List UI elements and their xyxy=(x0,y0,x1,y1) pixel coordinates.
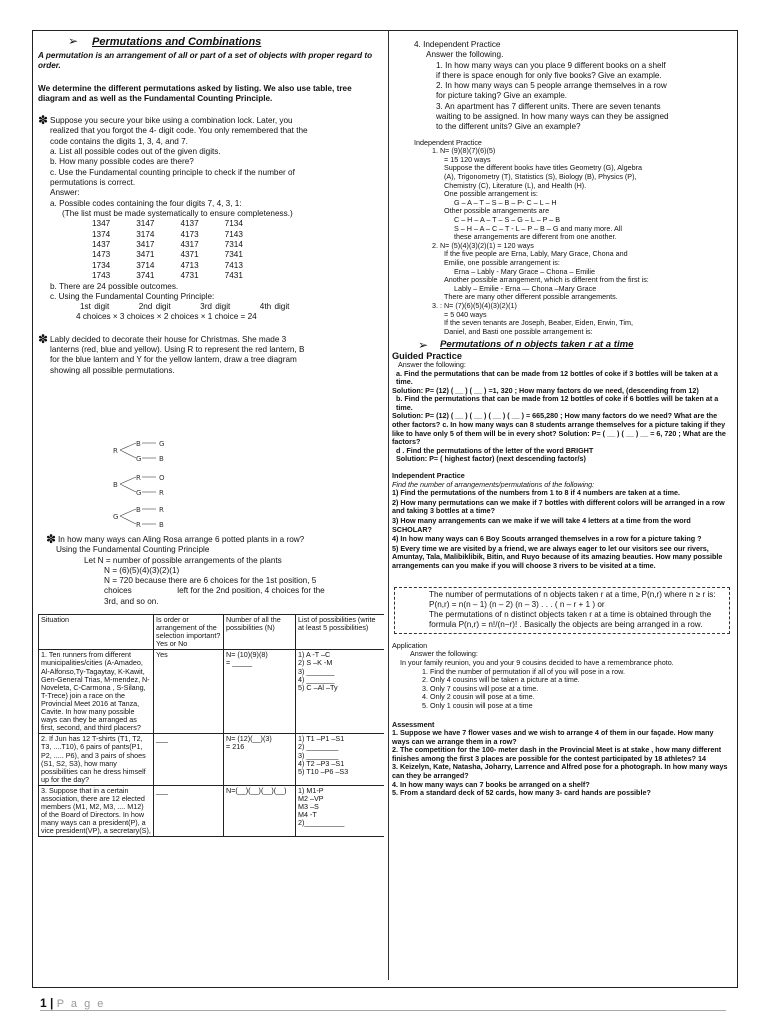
page-number: 1 xyxy=(40,996,47,1010)
digit-label: 4th digit xyxy=(259,302,290,312)
code-cell: 1437 xyxy=(92,239,111,249)
app-line: 4. Only 2 cousin will pose at a time. xyxy=(422,692,535,702)
ip-line: 2. In how many ways can 5 people arrange themselves in a row xyxy=(436,81,667,91)
ip-line: to the different units? Give an example? xyxy=(436,122,581,132)
tree-node: B xyxy=(159,521,164,529)
table-row xyxy=(39,650,385,734)
bike-line: realized that you forgot the 4- digit code. You only remembered that the xyxy=(50,126,308,136)
code-cell: 3714 xyxy=(136,260,155,270)
bike-line: (The list must be made systematically to ensure completeness.) xyxy=(62,208,293,218)
ip-answer-line: G – A – T – S – B – P- C – L – H xyxy=(454,197,557,207)
tree-node: G xyxy=(136,455,142,463)
ip-answer-line: If the five people are Erna, Lably, Mary Grace, Chona and xyxy=(444,249,628,259)
ip-answer-line: C – H – A – T – S – G – L – P – B xyxy=(454,215,561,225)
assess-item: 1. Suppose we have 7 flower vases and we wish to arrange 4 of them in our façade. How many ways can we arrange them in a row? xyxy=(392,728,714,746)
indep-sub: Find the number of arrangements/permutations of the following: xyxy=(392,479,595,489)
codes-table xyxy=(92,219,269,281)
ip-answer-line: Other possible arrangements are xyxy=(444,206,550,216)
app-line: In your family reunion, you and your 9 cousins decided to have a remembrance photo. xyxy=(400,657,674,667)
code-cell: 7341 xyxy=(224,250,243,260)
guided-title: Guided Practice xyxy=(392,350,462,361)
formula-box xyxy=(394,587,730,634)
guided-line: Solution: P= (12) ( __ ) ( __ ) ( __ ) ( __ ) = 665,280 ; How many factors do we need? What are the other factors? c. In how many ways can 8 students arrange themselves for a picture taking if they like to have only 5 of them will be in every shot? Solution: P= ( __ ) ( __ ) __ = 6, 720 ; What are the factors? xyxy=(392,411,726,447)
table-cell: 1. Ten runners from different municipalities/cities (A-Amadeo, Al-Alfonso,Ty-Tagaytay, K-Kawit, Gen-General Trias, M-mendez, N-Noveleta, C-Carmona , S-Silang, T-Trece) join a race on the Provincial Meet 2016 at Tanza, Cavite. In how many possible ways can they be arranged as first, second, and third placers? xyxy=(39,650,154,734)
table-cell: Yes xyxy=(154,650,224,734)
indep-item: 2) How many permutations can we make if 7 bottles with different colors will be arranged in a row and taking 3 bottles at a time? xyxy=(392,497,725,516)
ip-answer-line: Lably – Emilie - Erna — Chona –Mary Grace xyxy=(454,283,597,293)
code-cell: 1734 xyxy=(92,260,111,270)
assessment xyxy=(392,729,730,798)
ip-answer-line: these arrangements are different from one another. xyxy=(454,232,617,242)
code-cell: 4371 xyxy=(180,250,199,260)
guided-line: b. Find the permutations that can be made from 12 bottles of coke if 6 bottles will be taken at a time. xyxy=(396,394,719,412)
code-row xyxy=(92,219,269,229)
intro: We determine the different permutations asked by listing. We also use table, tree diagram and as well as the Fundamental Counting Principle. xyxy=(38,83,352,103)
code-cell: 4317 xyxy=(180,239,199,249)
plants-line: N = (6)(5)(4)(3)(2)(1) xyxy=(104,565,180,575)
ip-line: 3. An apartment has 7 different units. There are seven tenants xyxy=(436,101,661,111)
table-cell: ___ xyxy=(154,785,224,837)
bike-line: permutations is correct. xyxy=(50,177,136,187)
tree-node: B xyxy=(113,481,118,489)
ip-answer-title: Independent Practice xyxy=(414,137,482,147)
star-bullet-icon: ✽ xyxy=(38,113,49,128)
situation-table xyxy=(38,614,384,837)
situation-table-wrap xyxy=(38,614,384,980)
tree-node: B xyxy=(159,455,164,463)
digit-label: 1st digit xyxy=(80,302,110,312)
code-row xyxy=(92,230,269,240)
column-divider xyxy=(388,30,389,980)
page-label: P a g e xyxy=(56,998,106,1010)
app-line: 3. Only 7 cousins will pose at a time. xyxy=(422,683,539,693)
tree-node: R xyxy=(159,489,164,497)
title-row xyxy=(38,36,380,48)
digit-label: 3rd digit xyxy=(200,302,231,312)
table-row xyxy=(39,734,385,786)
choices-line: 4 choices × 3 choices × 2 choices × 1 choice = 24 xyxy=(76,312,257,322)
plants-line: Let N = number of possible arrangements of the plants xyxy=(84,555,282,565)
ip-answer-line: Daniel, and Basti one possible arrangement is: xyxy=(444,326,593,336)
sub-title: Permutations of n objects taken r at a time xyxy=(440,339,634,351)
ip-title: 4. Independent Practice xyxy=(414,40,501,49)
code-cell: 7143 xyxy=(224,229,243,239)
ip-answer-line: One possible arrangement is: xyxy=(444,189,538,199)
code-cell: 7413 xyxy=(224,260,243,270)
star-bullet-icon: ✽ xyxy=(46,532,57,546)
tree-node: O xyxy=(159,474,165,482)
code-cell: 4713 xyxy=(180,260,199,270)
ip-answer-line: Chemistry (C), Literature (L), and Health (H). xyxy=(444,180,587,190)
page-footer: 1 | P a g e xyxy=(40,996,106,1010)
assess-item: 4. In how many ways can 7 books be arranged on a shelf? xyxy=(392,779,590,789)
table-cell: ___ xyxy=(154,734,224,786)
plants-line: N = 720 because there are 6 choices for the 1st position, 5 xyxy=(104,576,317,586)
right-column xyxy=(392,40,730,798)
indep-item: 1) Find the permutations of the numbers from 1 to 8 if 4 numbers are taken at a time. xyxy=(392,488,680,498)
tree-diagram xyxy=(112,436,174,530)
bike-line: Answer: xyxy=(50,188,80,198)
table-cell: 1) A -T –C 2) S –K -M 3) _______ 4) _______ 5) C –Al –Ty xyxy=(296,650,385,734)
ip-answer-line: = 15 120 ways xyxy=(444,154,491,164)
ip-line: 1. In how many ways can you place 9 different books on a shelf xyxy=(436,60,666,70)
ip-answer-line: If the seven tenants are Joseph, Beaber, Eiden, Erwin, Tim, xyxy=(444,318,633,328)
assess-title: Assessment xyxy=(392,719,435,729)
guided-practice xyxy=(392,361,730,464)
ip-line: waiting to be assigned. In how many ways can they be assigned xyxy=(436,112,669,122)
table-cell: 1) M1-P M2 –VP M3 –S M4 -T 2)__________ xyxy=(296,785,385,837)
table-header: Situation xyxy=(39,615,154,650)
formula-line: The number of permutations of n objects taken r at a time, P(n,r) where n ≥ r is: P(n,r) = n(n – 1) (n – 2) (n – 3) . . . ( n – r + 1 ) or xyxy=(429,589,716,609)
table-header: Number of all the possibilities (N) xyxy=(224,615,296,650)
ip-line: Answer the following. xyxy=(426,50,504,60)
footer-line xyxy=(40,1010,726,1011)
application xyxy=(392,650,730,710)
lantern-line: showing all possible permutations. xyxy=(50,365,175,375)
code-cell: 1347 xyxy=(92,219,111,229)
code-cell: 1743 xyxy=(92,271,111,281)
plants-line: In how many ways can Aling Rosa arrange 6 potted plants in a row? xyxy=(58,535,305,544)
assess-item: 3. Keizelyn, Kate, Natasha, Joharry, Larrence and Alfred pose for a photograph. In how many ways can they be arranged? xyxy=(392,762,728,781)
code-cell: 7431 xyxy=(224,271,243,281)
code-cell: 3174 xyxy=(136,229,155,239)
plants-line: choices left for the 2nd position, 4 choices for the xyxy=(104,586,325,596)
plants-line: 3rd, and so on. xyxy=(104,596,159,606)
b-answer: b. There are 24 possible outcomes. xyxy=(50,281,179,291)
app-line: Answer the following: xyxy=(410,649,478,659)
ip-answer-line: There are many other different possible arrangements. xyxy=(444,292,618,302)
code-cell: 4137 xyxy=(180,219,199,229)
tree-node: G xyxy=(113,513,119,521)
code-row xyxy=(92,250,269,260)
ip-answer-line: (A), Trigonometry (T), Statistics (S), Biology (B), Physics (P), xyxy=(444,172,637,182)
app-line: 1. Find the number of permutation if all of you will pose in a row. xyxy=(422,666,625,676)
ip-answers xyxy=(392,147,730,336)
left-column xyxy=(38,36,380,376)
tree-node: R xyxy=(159,506,164,514)
ip-answer-line: Erna – Lably - Mary Grace – Chona – Emilie xyxy=(454,266,596,276)
ip-answer-line: Emilie, one possible arrangement is: xyxy=(444,257,560,267)
digit-labels xyxy=(50,302,380,312)
code-cell: 1473 xyxy=(92,250,111,260)
app-line: 5. Only 1 cousin will pose at a time xyxy=(422,700,533,710)
bike-problem xyxy=(38,113,380,323)
tree-node: B xyxy=(136,440,141,448)
ip-answer-line: Another possible arrangement, which is different from the first is: xyxy=(444,275,649,285)
guided-line: a. Find the permutations that can be made from 12 bottles of coke if 3 bottles will be taken at a time. xyxy=(396,368,718,387)
code-cell: 4731 xyxy=(180,271,199,281)
sub-title-row xyxy=(392,338,730,353)
code-cell: 4173 xyxy=(180,229,199,239)
arrow-bullet-icon: ➢ xyxy=(418,338,429,353)
digit-label: 2nd digit xyxy=(138,302,171,312)
assess-item: 2. The competition for the 100- meter dash in the Provincial Meet is at stake , how many different finishes among the first 3 places are possible for the contest participated by 18 athletes? 14 xyxy=(392,745,722,763)
app-line: 2. Only 4 cousins will be taken a picture at a time. xyxy=(422,675,580,685)
code-cell: 3417 xyxy=(136,239,155,249)
ip-answer-line: = 5 040 ways xyxy=(444,309,487,319)
guided-line: Solution: P= (12) ( __ ) ( __ ) =1, 320 ; How many factors do we need, (descending from 12) xyxy=(392,385,699,395)
ip-line: for picture taking? Give an example. xyxy=(436,91,568,101)
star-bullet-icon: ✽ xyxy=(38,331,49,346)
table-cell: N=(__)(__)(__)(__) xyxy=(224,785,296,837)
indep-item: 4) In how many ways can 6 Boy Scouts arranged themselves in a row for a picture taking ? xyxy=(392,534,702,544)
code-cell: 7134 xyxy=(224,219,243,229)
code-cell: 3471 xyxy=(136,250,155,260)
formula-line: The permutations of n distinct objects taken r at a time is obtained through the formula P(n,r) = n!/(n−r)! . Basically the objects are being arranged in a row. xyxy=(429,610,712,630)
assess-item: 5. From a standard deck of 52 cards, how many 3- card hands are possible? xyxy=(392,788,651,798)
indep-item: 5) Every time we are visited by a friend, we are always eager to let our visitors see our rivers, Amuntay, Tala, Malibiklibik, Bitin, and Ruyo because of its amazing beauties. How many possible arrangements can you make if you will choose 3 rivers to be visited at a time. xyxy=(392,543,723,570)
table-cell: 1) T1 –P1 –S1 2) ________ 3) ________ 4) T2 –P3 –S1 5) T10 –P6 –S3 xyxy=(296,734,385,786)
table-cell: N= (10)(9)(8) = _____ xyxy=(224,650,296,734)
lantern-line: Lably decided to decorate their house for Christmas. She made 3 xyxy=(50,334,287,344)
tree-node: B xyxy=(136,506,141,514)
tree-node: R xyxy=(136,521,141,529)
ip-answer-line: 1. N= (9)(8)(7)(6)(5) xyxy=(432,146,496,156)
ip-answer-line: S – H – A – C – T - L – P – B – G and many more. All xyxy=(454,223,622,233)
bike-line: a. List all possible codes out of the given digits. xyxy=(50,147,221,157)
app-title: Application xyxy=(392,640,428,650)
tree-node: R xyxy=(136,474,141,482)
ip-answer-line: 3. : N= (7)(6)(5)(4)(3)(2)(1) xyxy=(432,300,517,310)
code-cell: 7314 xyxy=(224,239,243,249)
plants-line: Using the Fundamental Counting Principle xyxy=(56,545,210,555)
bike-line: b. How many possible codes are there? xyxy=(50,157,194,167)
tree-node: R xyxy=(113,447,118,455)
code-row xyxy=(92,261,269,271)
tree-node: G xyxy=(159,440,165,448)
table-header: List of possibilities (write at least 5 possibilities) xyxy=(296,615,385,650)
ip-answer-line: Suppose the different books have titles Geometry (G), Algebra xyxy=(444,163,643,173)
bike-line: code contains the digits 1, 3, 4, and 7. xyxy=(50,136,188,146)
code-cell: 3147 xyxy=(136,219,155,229)
bike-line: Suppose you secure your bike using a combination lock. Later, you xyxy=(50,116,293,126)
tree-node: G xyxy=(136,489,142,497)
indep-practice xyxy=(392,489,730,570)
code-cell: 1374 xyxy=(92,229,111,239)
code-cell: 3741 xyxy=(136,271,155,281)
table-row xyxy=(39,785,385,837)
lantern-problem xyxy=(38,331,380,376)
ip-answer-line: 2. N= (5)(4)(3)(2)(1) = 120 ways xyxy=(432,240,534,250)
definition: A permutation is an arrangement of all or part of a set of objects with proper regard to order. xyxy=(38,51,373,71)
arrow-bullet-icon: ➢ xyxy=(68,34,79,48)
bike-line: c. Use the Fundamental counting principle to check if the number of xyxy=(50,167,295,177)
table-cell: 2. If Jun has 12 T-shirts (T1, T2, T3, ....T10), 6 pairs of pants(P1, P2, ..... P6), and 3 pairs of shoes (S1, S2, S3), how many possibilities can he dress himself up for the day? xyxy=(39,734,154,786)
indep-item: 3) How many arrangements can we make if we will take 4 letters at a time from the word SCHOLAR? xyxy=(392,516,691,534)
guided-line: d . Find the permutations of the letter of the word BRIGHT xyxy=(396,445,594,455)
code-row xyxy=(92,240,269,250)
ip-line: if there is space enough for only five books? Give an example. xyxy=(436,70,662,80)
table-cell: N= (12)(__)(3) = 216 xyxy=(224,734,296,786)
code-row xyxy=(92,271,269,281)
lantern-line: lanterns (red, blue and yellow). Using R to represent the red lantern, B xyxy=(50,345,305,355)
indep-title: Independent Practice xyxy=(392,471,465,481)
page-title: Permutations and Combinations xyxy=(92,36,262,48)
guided-line: Solution: P= ( highest factor) (next descending factor/s) xyxy=(396,454,586,464)
table-cell: 3. Suppose that in a certain association, there are 12 elected members (M1, M2, M3, .... M12) of the Board of Directors. In how many ways can a president(P), a vice president(VP), a secretary(S), xyxy=(39,785,154,837)
plants-problem xyxy=(46,532,376,607)
c-answer: c. Using the Fundamental Counting Principle: xyxy=(50,291,215,301)
table-header: Is order or arrangement of the selection important? Yes or No xyxy=(154,615,224,650)
guided-line: Answer the following: xyxy=(398,359,466,369)
lantern-line: for the blue lantern and Y for the yellow lantern, draw a tree diagram xyxy=(50,355,297,365)
bike-line: a. Possible codes containing the four digits 7, 4, 3, 1: xyxy=(50,198,242,208)
